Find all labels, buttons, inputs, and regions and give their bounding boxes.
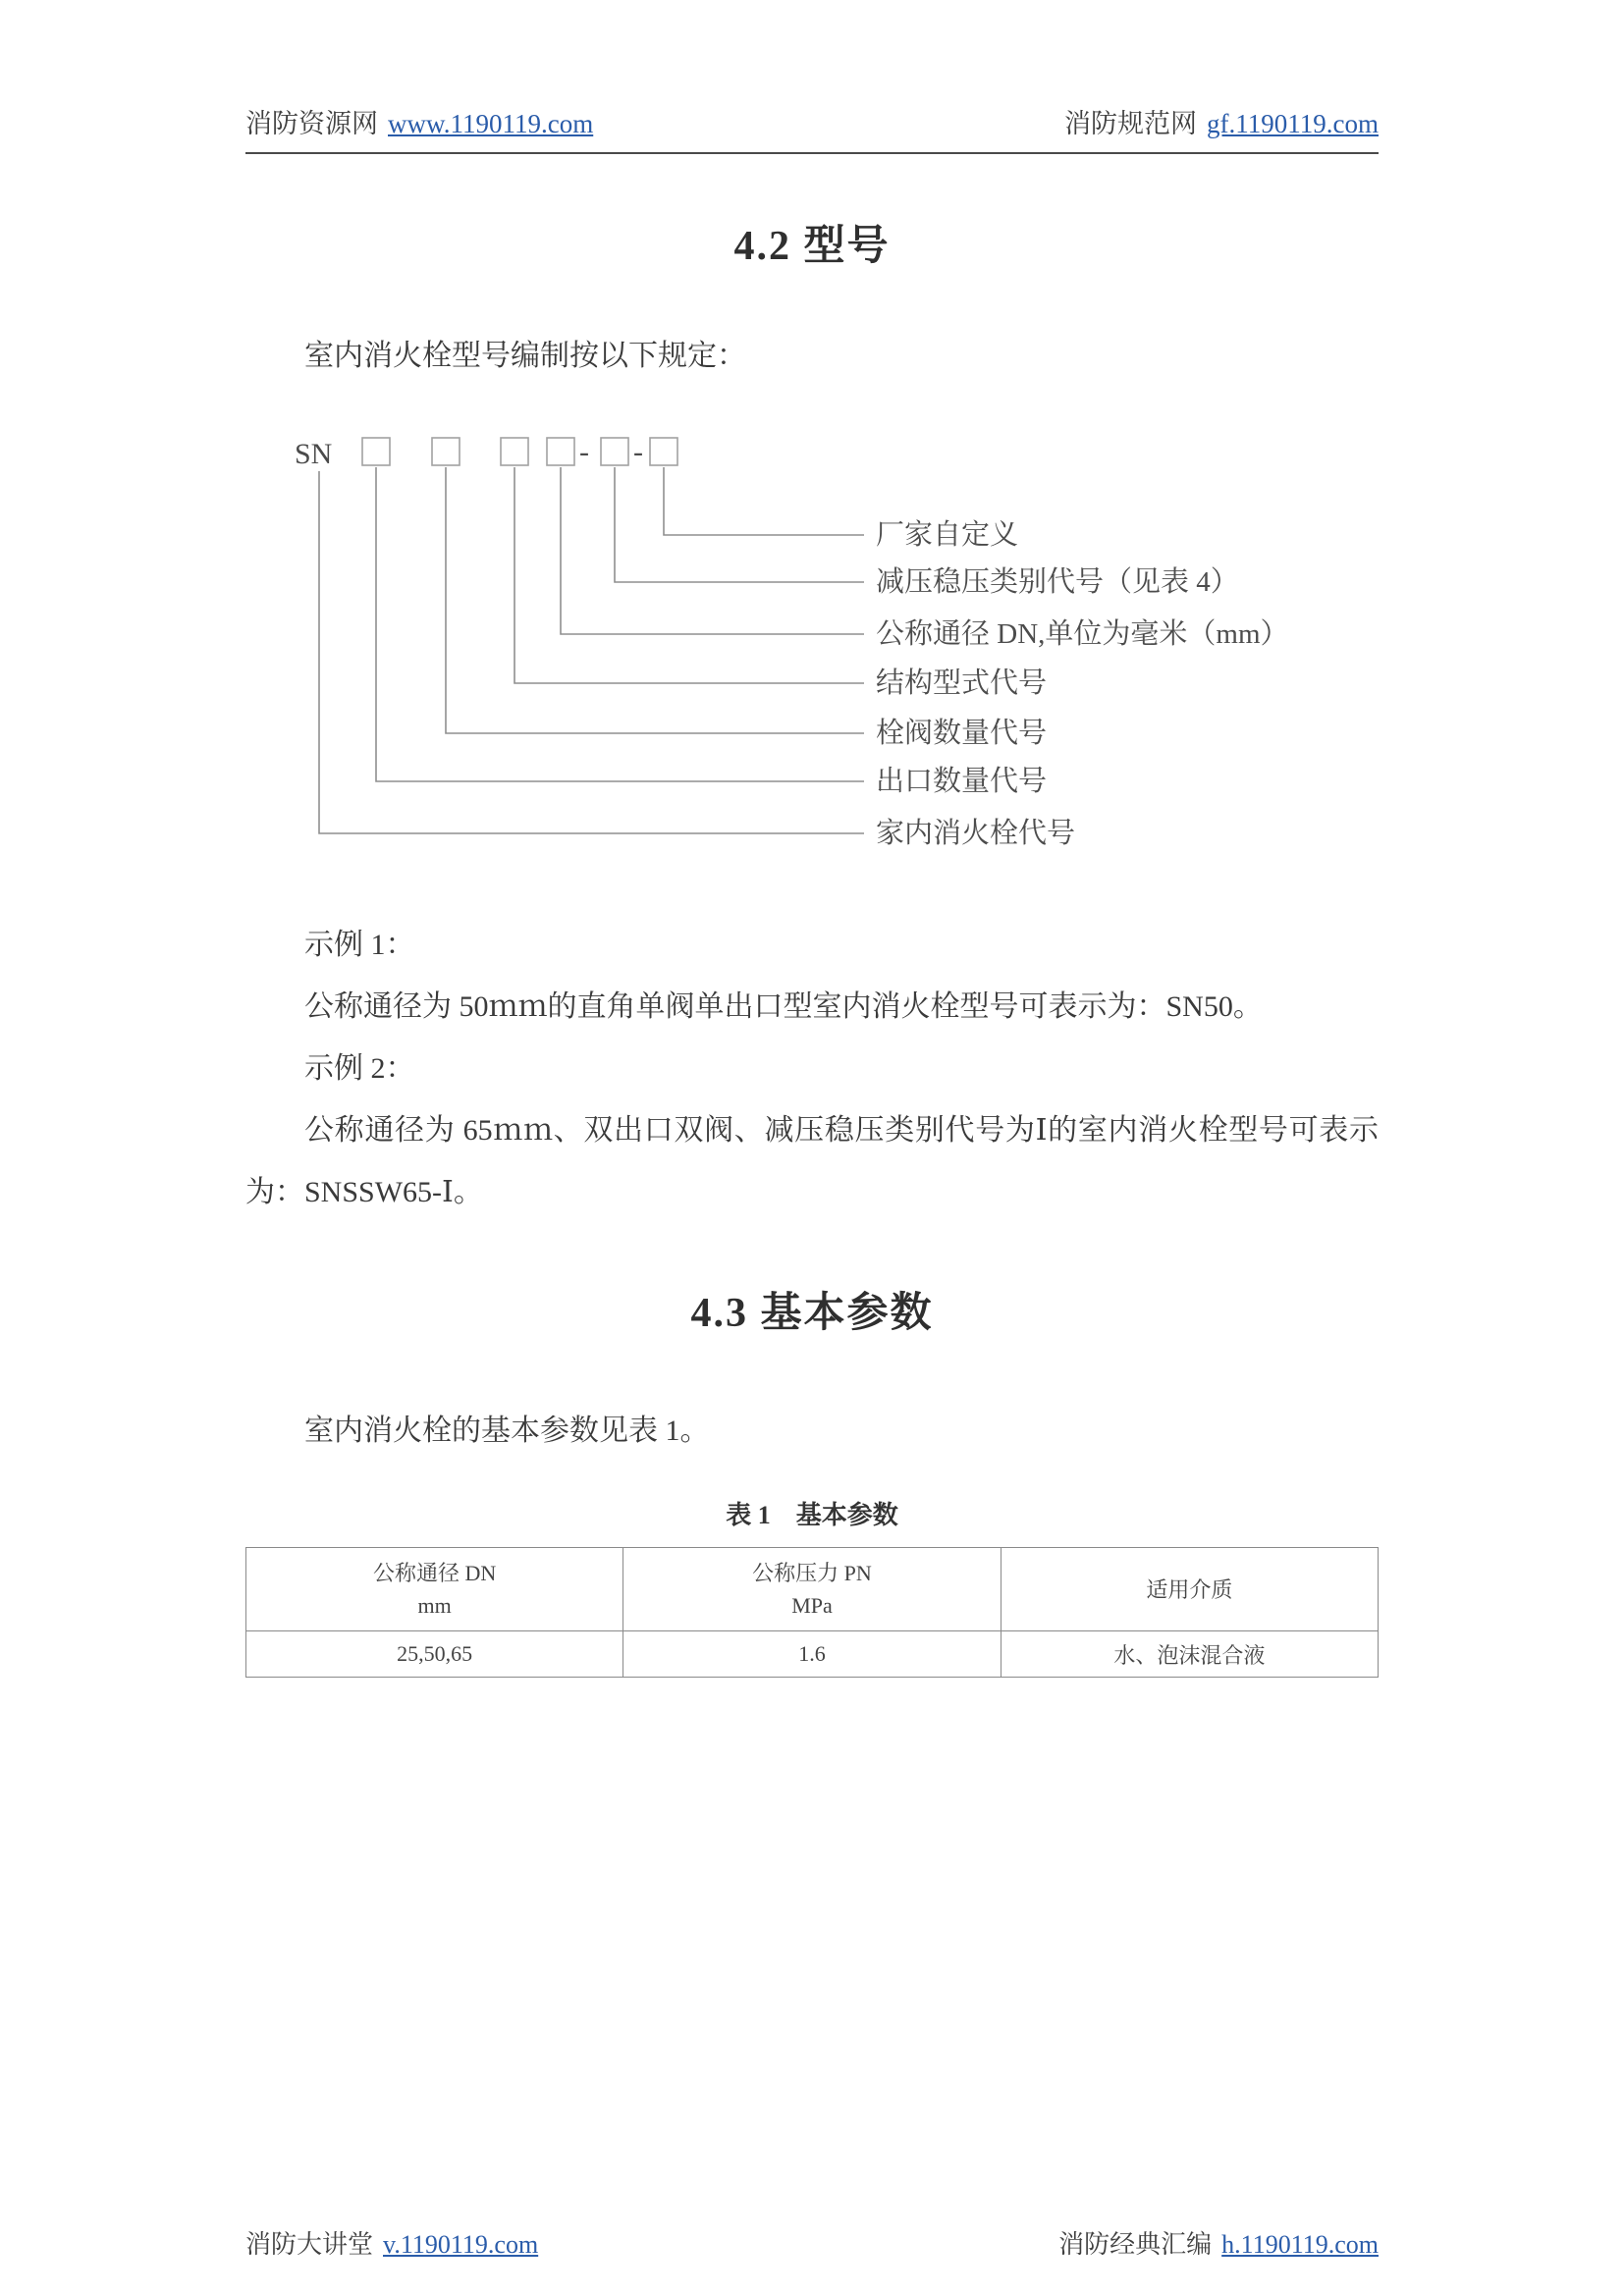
page-footer — [245, 2224, 1379, 2261]
cell-nominal-diameter-value: 25,50,65 — [246, 1631, 623, 1678]
cell-nominal-pressure-value: 1.6 — [623, 1631, 1001, 1678]
cell-applicable-medium-value: 水、泡沫混合液 — [1001, 1631, 1378, 1678]
example-2-title: 示例 2： — [304, 1052, 415, 1085]
model-code-box — [362, 438, 390, 465]
table-row — [246, 1631, 1379, 1678]
header-cell-applicable-medium — [1001, 1548, 1378, 1631]
table-body — [246, 1631, 1379, 1678]
section-4-3-title: 4.3 基本参数 — [690, 1291, 934, 1336]
header-right-link[interactable]: gf.1190119.com — [1207, 109, 1379, 138]
model-code-box — [432, 438, 460, 465]
diagram-label-hydrant-code: 家内消火栓代号 — [876, 818, 1076, 849]
header-cell-title: 公称压力 PN — [752, 1561, 872, 1585]
table-caption: 表 1 基本参数 — [726, 1501, 898, 1529]
header-cell-unit: MPa — [791, 1593, 833, 1618]
header-cell-unit: mm — [417, 1593, 452, 1618]
footer-right-label: 消防经典汇编 — [1058, 2230, 1213, 2259]
model-code-box — [650, 438, 677, 465]
diagram-connector-line — [615, 467, 864, 582]
footer-left-label: 消防大讲堂 — [245, 2230, 374, 2259]
diagram-connector-line — [514, 467, 864, 683]
diagram-connector-line — [561, 467, 864, 634]
example-1-title: 示例 1： — [304, 929, 415, 961]
diagram-label-outlet-count: 出口数量代号 — [876, 766, 1048, 797]
header-right-label: 消防规范网 — [1064, 109, 1198, 138]
diagram-connector-line — [446, 467, 864, 733]
diagram-label-structure-type: 结构型式代号 — [876, 667, 1048, 699]
diagram-hyphen: - — [579, 436, 589, 468]
diagram-connector-line — [664, 467, 864, 535]
footer-left-link[interactable]: v.1190119.com — [383, 2230, 539, 2259]
example-1-body: 公称通径为 50ｍｍ的直角单阀单出口型室内消火栓型号可表示为：SN50。 — [304, 990, 1263, 1023]
example-2-body: 公称通径为 65ｍｍ、双出口双阀、减压稳压类别代号为Ⅰ的室内消火栓型号可表示为：SNSSW65-Ⅰ。 — [245, 1114, 1379, 1208]
footer-right — [1058, 2224, 1379, 2261]
diagram-prefix-text: SN — [295, 438, 333, 470]
section-4-2-title: 4.2 型号 — [733, 224, 891, 269]
diagram-connector-line — [319, 471, 864, 833]
diagram-connector-line — [376, 467, 864, 781]
diagram-label-valve-count: 栓阀数量代号 — [876, 718, 1048, 749]
footer-right-link[interactable]: h.1190119.com — [1221, 2230, 1379, 2259]
header-cell-title: 适用介质 — [1146, 1576, 1233, 1602]
header-cell-title: 公称通径 DN — [373, 1561, 497, 1585]
model-code-box — [601, 438, 628, 465]
header-left-link[interactable]: www.1190119.com — [388, 109, 594, 138]
diagram-label-pressure-class: 减压稳压类别代号（见表 4） — [876, 566, 1239, 598]
header-right — [1064, 102, 1379, 140]
model-code-box — [501, 438, 528, 465]
footer-left — [245, 2224, 538, 2261]
basic-parameters-table — [245, 1547, 1379, 1678]
diagram-hyphen: - — [633, 436, 643, 468]
table-head — [246, 1548, 1379, 1631]
section-4-3-intro: 室内消火栓的基本参数见表 1。 — [304, 1415, 710, 1447]
page-header — [245, 102, 1379, 154]
diagram-label-manufacturer: 厂家自定义 — [876, 519, 1019, 551]
model-number-diagram — [245, 424, 1379, 861]
header-cell-nominal-pressure — [623, 1548, 1001, 1631]
diagram-label-nominal-diameter: 公称通径 DN,单位为毫米（mm） — [876, 618, 1289, 650]
table-header-row — [246, 1548, 1379, 1631]
model-code-box — [547, 438, 574, 465]
section-4-2-intro: 室内消火栓型号编制按以下规定： — [304, 340, 746, 372]
header-left — [245, 102, 593, 140]
header-left-label: 消防资源网 — [245, 109, 378, 138]
model-number-diagram-svg — [245, 424, 1384, 861]
header-cell-nominal-diameter — [246, 1548, 623, 1631]
